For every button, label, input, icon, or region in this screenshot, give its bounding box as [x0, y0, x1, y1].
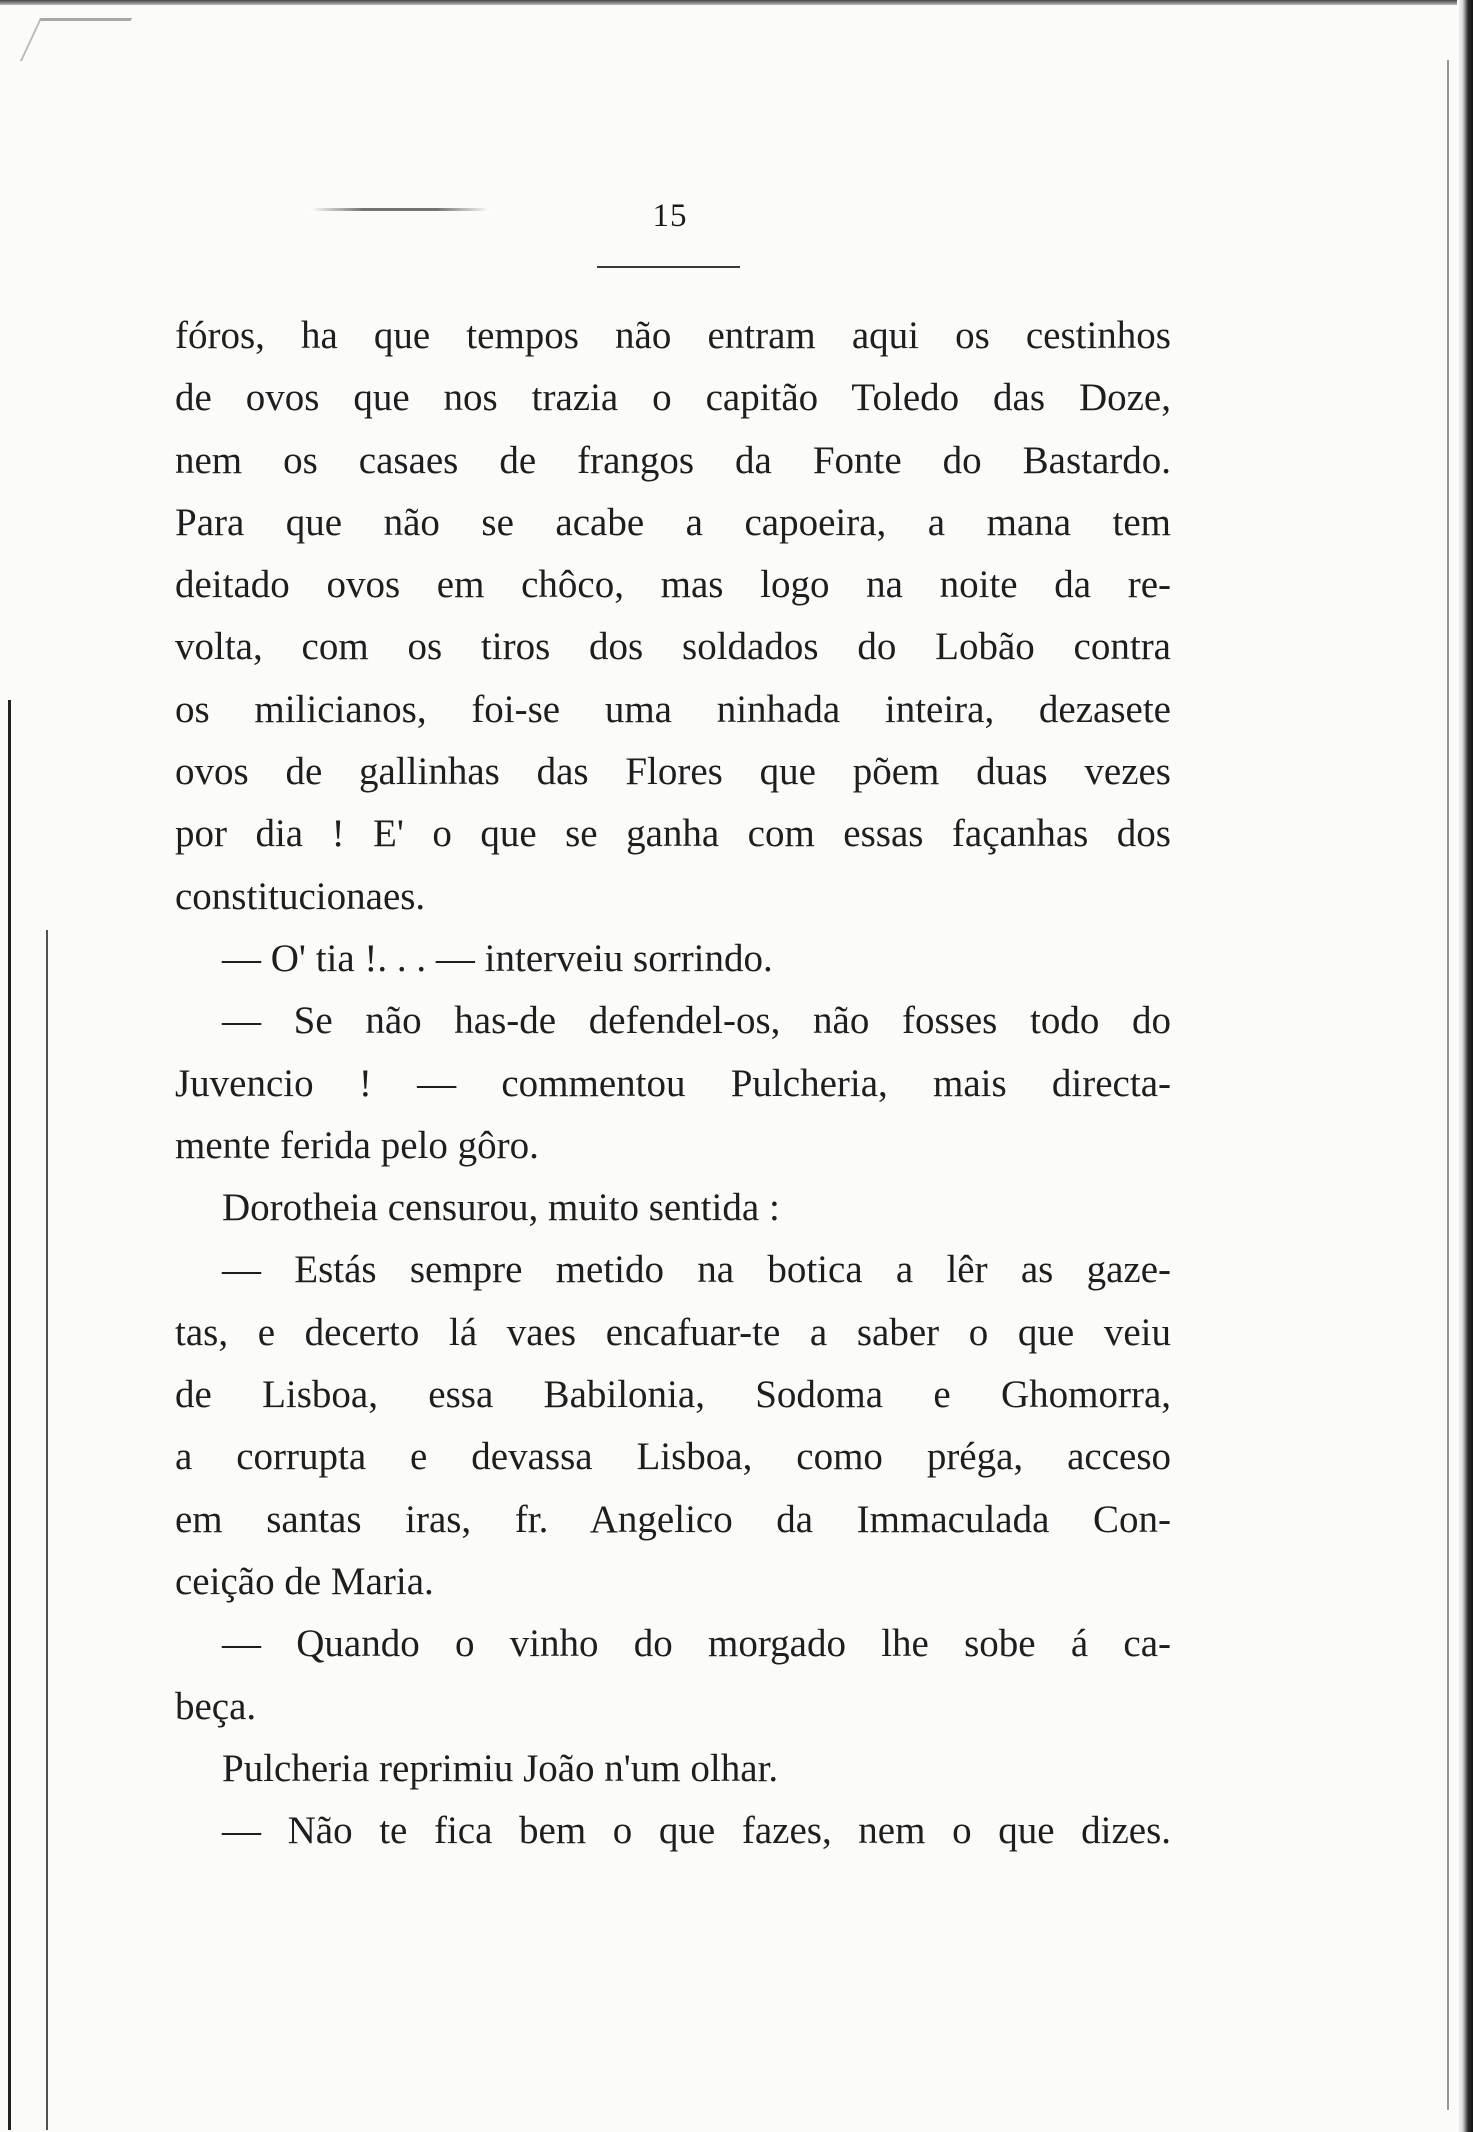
text-line: Juvencio ! — commentou Pulcheria, mais directa- — [175, 1061, 1171, 1105]
text-line: — O' tia !. . . — interveiu sorrindo. — [222, 936, 773, 980]
text-line: — Estás sempre metido na botica a lêr as gaze- — [222, 1248, 1171, 1292]
text-line: — Se não has-de defendel-os, não fosses todo do — [222, 999, 1171, 1043]
text-line: fóros, ha que tempos não entram aqui os cestinhos — [175, 314, 1171, 357]
text-line: mente ferida pelo gôro. — [175, 1123, 539, 1167]
scan-left-edge — [8, 700, 11, 2130]
text-line: de Lisboa, essa Babilonia, Sodoma e Ghomorra, — [175, 1373, 1171, 1417]
text-line: por dia ! E' o que se ganha com essas façanhas dos — [175, 812, 1171, 856]
text-line: a corrupta e devassa Lisboa, como préga, acceso — [175, 1435, 1171, 1479]
body-text — [175, 305, 1171, 1862]
text-line: tas, e decerto lá vaes encafuar-te a saber o que veiu — [175, 1310, 1171, 1354]
text-line: os milicianos, foi-se uma ninhada inteira, dezasete — [175, 687, 1171, 731]
page-number: 15 — [652, 198, 688, 234]
text-line: em santas iras, fr. Angelico da Immaculada Con- — [175, 1497, 1171, 1541]
text-line: ceição de Maria. — [175, 1559, 434, 1603]
scan-right-edge — [1457, 0, 1473, 2132]
header-dash — [310, 208, 490, 211]
text-line: deitado ovos em chôco, mas logo na noite da re- — [175, 563, 1171, 607]
scan-corner-mark — [20, 18, 132, 61]
scan-left-shadow — [46, 930, 48, 2130]
text-line: Para que não se acabe a capoeira, a mana tem — [175, 500, 1171, 544]
page-number-rule — [597, 266, 740, 268]
scan-right-shadow — [1447, 60, 1449, 2110]
text-line: — Quando o vinho do morgado lhe sobe á ca- — [222, 1622, 1171, 1666]
text-line: de ovos que nos trazia o capitão Toledo das Doze, — [175, 376, 1171, 420]
text-line: Dorotheia censurou, muito sentida : — [222, 1186, 780, 1230]
text-line: — Não te fica bem o que fazes, nem o que dizes. — [222, 1809, 1171, 1853]
text-line: Pulcheria reprimiu João n'um olhar. — [222, 1746, 779, 1790]
scan-top-edge — [0, 0, 1473, 5]
text-line: volta, com os tiros dos soldados do Lobão contra — [175, 625, 1171, 669]
text-line: nem os casaes de frangos da Fonte do Bastardo. — [175, 438, 1171, 482]
text-line: ovos de gallinhas das Flores que põem duas vezes — [175, 750, 1171, 794]
text-line: beça. — [175, 1684, 257, 1728]
text-line: constitucionaes. — [175, 874, 426, 918]
